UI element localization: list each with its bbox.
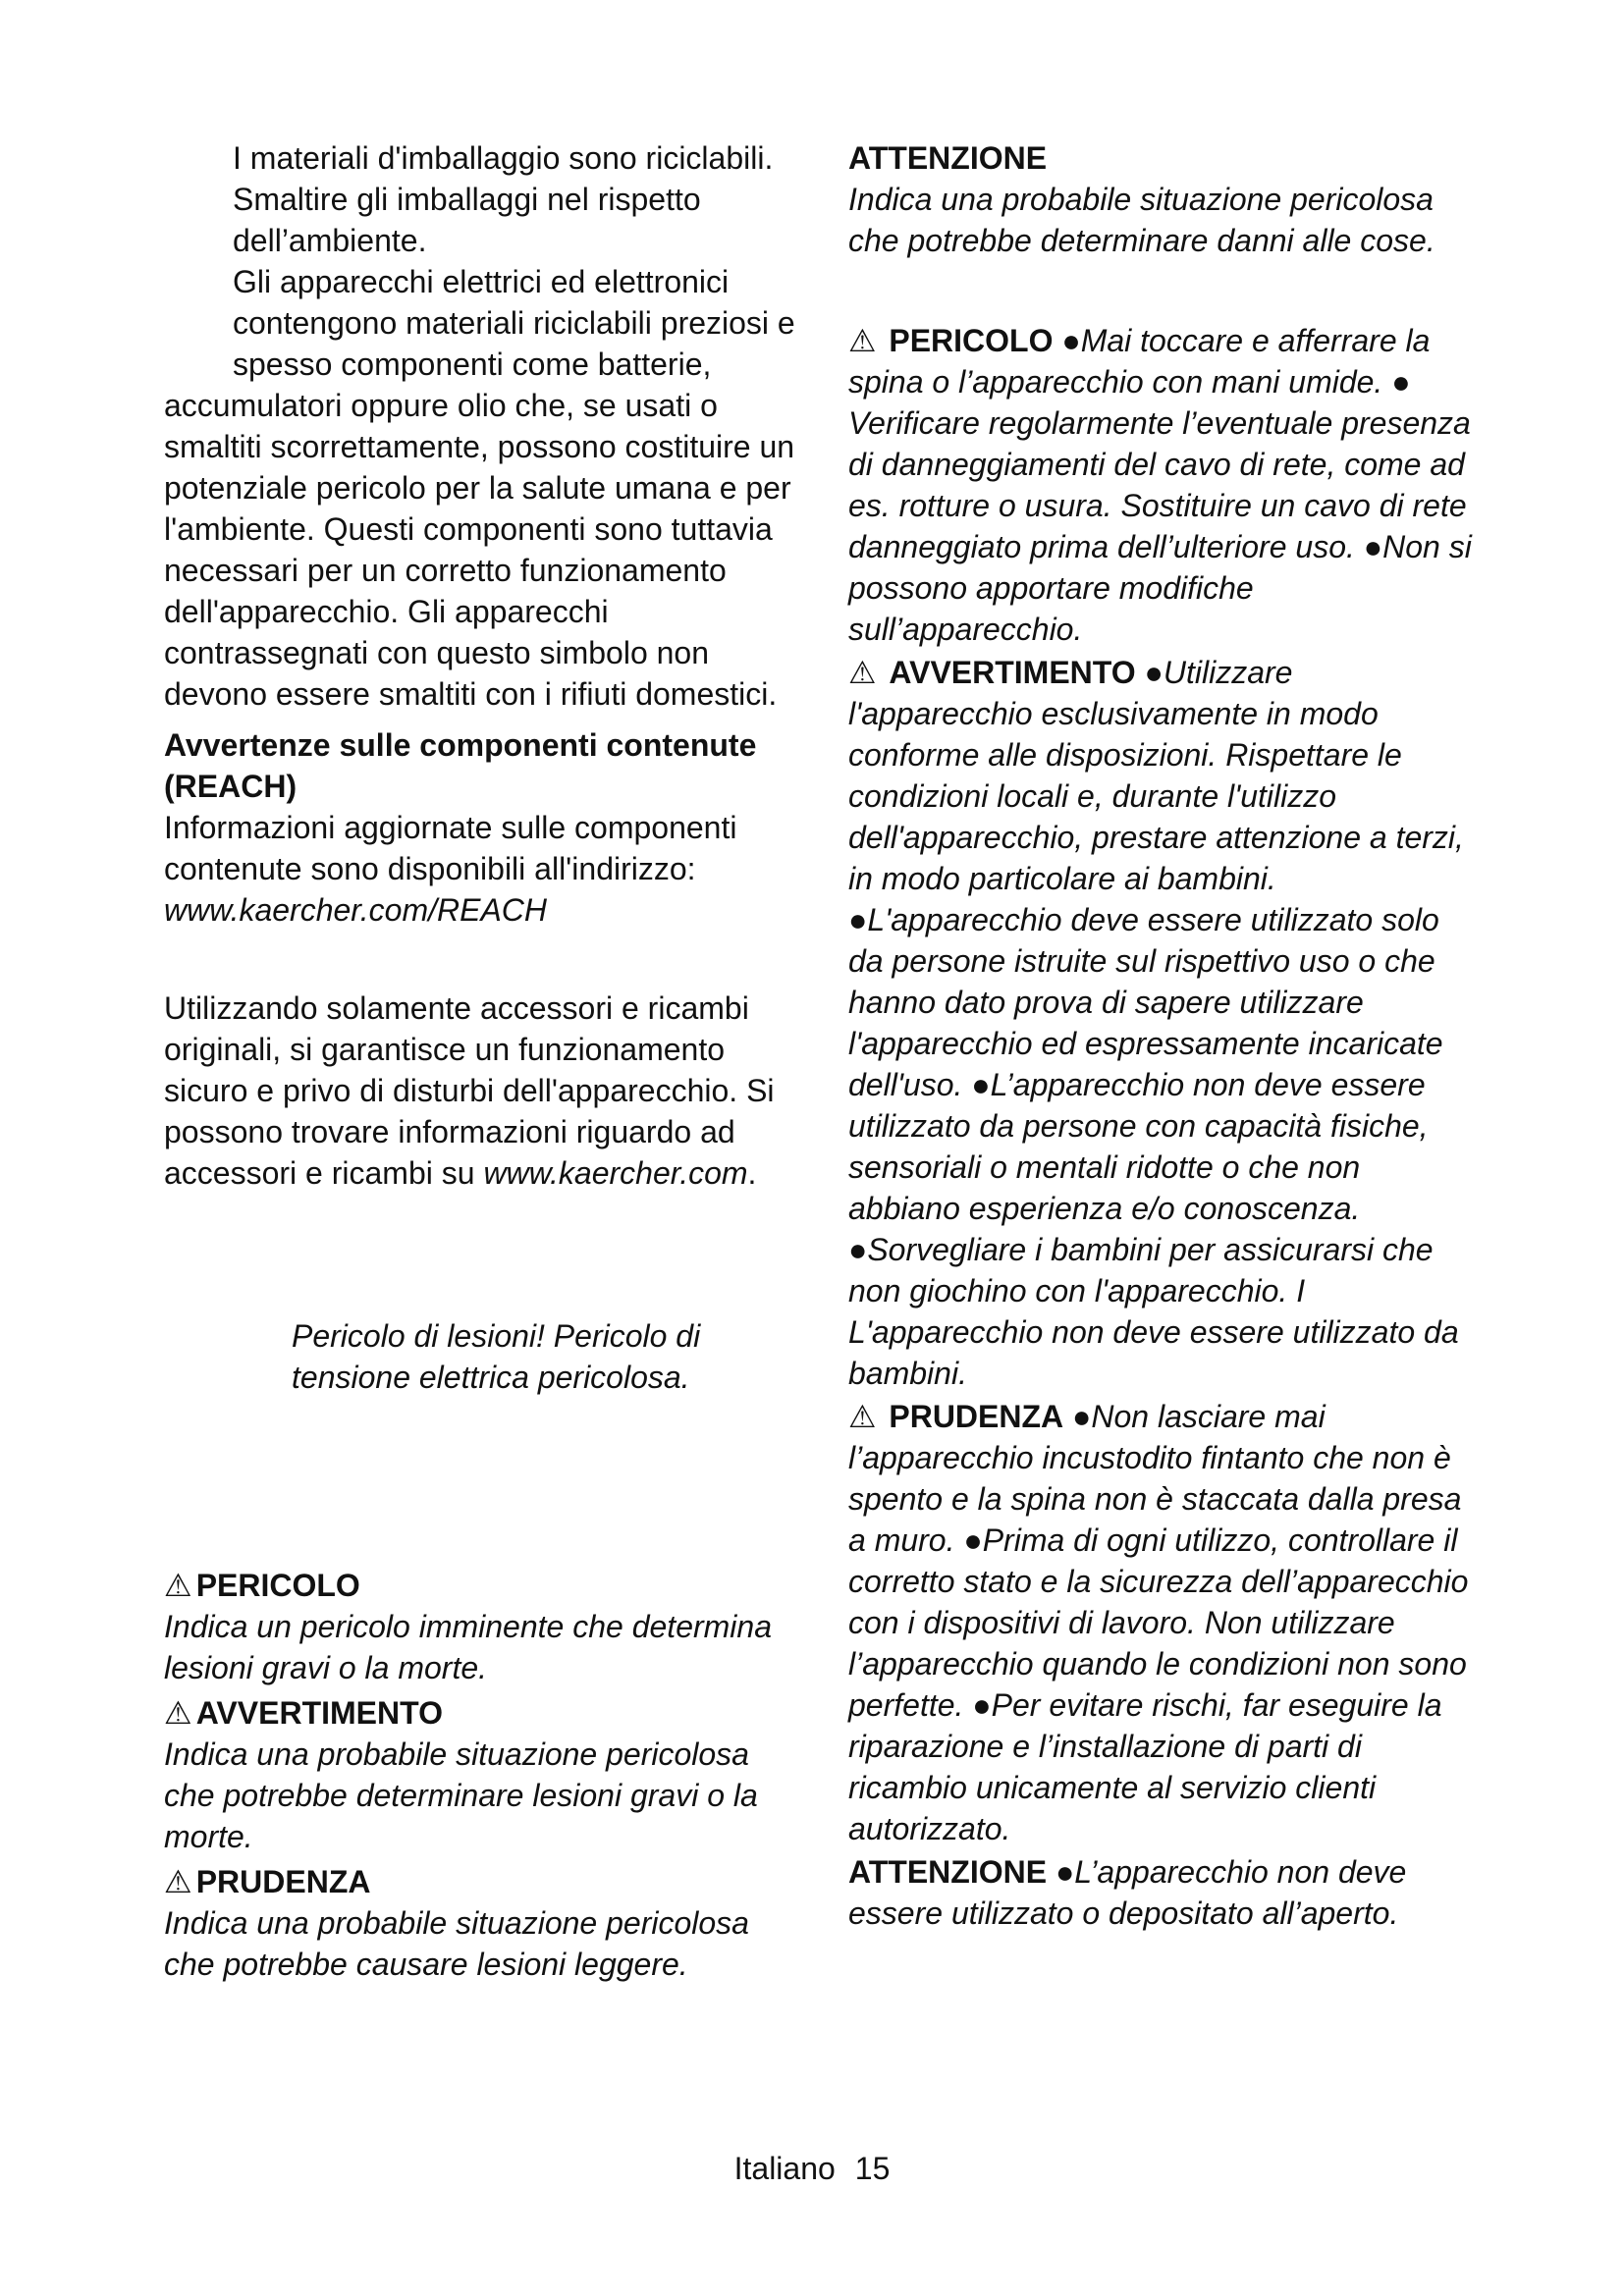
- pericolo-title: PERICOLO: [195, 1568, 360, 1603]
- safety-pericolo: ⚠ PERICOLO ●Mai toccare e afferrare la spina o l’apparecchio con mani umide. ● Verificare regolarmente l’eventuale presenza di danneggiamenti del cavo di rete, come ad es. rotture o usura. Sostituire un cavo di rete danneggiato prima dell’ulteriore uso. ●Non si possono apportare modifiche sull’apparecchio.: [848, 320, 1477, 650]
- reach-body: Informazioni aggiornate sulle componenti contenute sono disponibili all'indirizzo:: [164, 810, 737, 886]
- pericolo-body: Indica un pericolo imminente che determina lesioni gravi o la morte.: [164, 1609, 772, 1685]
- safety-attenzione-text: L’apparecchio non deve essere utilizzato o depositato all’aperto.: [848, 1854, 1407, 1931]
- safety-pericolo-label: PERICOLO: [889, 323, 1054, 358]
- prudenza-heading: [164, 1861, 802, 1902]
- safety-avvertimento-label: AVVERTIMENTO: [889, 655, 1136, 690]
- safety-attenzione-label: ATTENZIONE: [848, 1854, 1048, 1890]
- prudenza-body: Indica una probabile situazione pericolosa che potrebbe causare lesioni leggere.: [164, 1905, 749, 1982]
- attenzione-body: Indica una probabile situazione pericolosa che potrebbe determinare danni alle cose.: [848, 182, 1435, 258]
- page-footer: [0, 2148, 1624, 2189]
- right-column: [848, 137, 1477, 1934]
- devices-text-1: Gli apparecchi elettrici ed elettronici contengono materiali riciclabili preziosi e spesso componenti come batterie,: [233, 264, 795, 382]
- reach-title: Avvertenze sulle componenti contenute (REACH): [164, 727, 757, 804]
- spacer: [164, 931, 802, 988]
- avvertimento-heading: [164, 1692, 802, 1734]
- spacer: [164, 1398, 802, 1565]
- warning-triangle-icon: ⚠: [848, 655, 877, 690]
- safety-avvertimento-text: Utilizzare l'apparecchio esclusivamente in modo conforme alle disposizioni. Rispettare le condizioni locali e, durante l'utilizzo dell'apparecchio, prestare attenzione a terzi, in modo particolare ai bambini. ●L'apparecchio deve essere utilizzato solo da persone istruite sul rispettivo uso o che hanno dato prova di sapere utilizzare l'apparecchio ed espressamente incaricate dell'uso. ●L’apparecchio non deve essere utilizzato da persone con capacità fisiche, sensoriali o mentali ridotte o che non abbiano esperienza e/o conoscenza. ●Sorvegliare i bambini per assicurarsi che non giochino con l'apparecchio. I L'apparecchio non deve essere utilizzato da bambini.: [848, 655, 1464, 1391]
- warning-triangle-icon: ⚠: [164, 1864, 192, 1899]
- accessories-text: [164, 988, 802, 1194]
- safety-prudenza: ⚠ PRUDENZA ●Non lasciare mai l’apparecchio incustodito fintanto che non è spento e la spina non è staccata dalla presa a muro. ●Prima di ogni utilizzo, controllare il corretto stato e la sicurezza dell’apparecchio con i dispositivi di lavoro. Non utilizzare l’apparecchio quando le condizioni non sono perfette. ●Per evitare rischi, far eseguire la riparazione e l’installazione di parti di ricambio unicamente al servizio clienti autorizzato.: [848, 1396, 1477, 1849]
- warning-triangle-icon: ⚠: [164, 1695, 192, 1731]
- spacer: [848, 261, 1477, 320]
- left-column: [164, 137, 802, 1985]
- warning-triangle-icon: ⚠: [164, 1568, 192, 1603]
- warning-triangle-icon: ⚠: [848, 1399, 877, 1434]
- avvertimento-title: AVVERTIMENTO: [195, 1695, 443, 1731]
- devices-text-2: accumulatori oppure olio che, se usati o smaltiti scorrettamente, possono costituire un potenziale pericolo per la salute umana e per l'ambiente. Questi componenti sono tuttavia necessari per un corretto funzionamento dell'apparecchio. Gli apparecchi contrassegnati con questo simbolo non devono essere smaltiti con i rifiuti domestici.: [164, 388, 795, 712]
- accessories-url[interactable]: www.kaercher.com: [483, 1155, 748, 1191]
- warning-triangle-icon: ⚠: [848, 323, 877, 358]
- packaging-text: I materiali d'imballaggio sono riciclabili. Smaltire gli imballaggi nel rispetto dell’ambiente.: [233, 140, 774, 258]
- accessories-body: Utilizzando solamente accessori e ricambi originali, si garantisce un funzionamento sicuro e privo di disturbi dell'apparecchio. Si possono trovare informazioni riguardo ad accessori e ricambi su: [164, 990, 775, 1191]
- symbol-description: Pericolo di lesioni! Pericolo di tensione elettrica pericolosa.: [292, 1318, 701, 1395]
- page-number: 15: [854, 2151, 891, 2186]
- safety-attenzione: ATTENZIONE ●L’apparecchio non deve essere utilizzato o depositato all’aperto.: [848, 1854, 1407, 1931]
- attenzione-title: ATTENZIONE: [848, 140, 1048, 176]
- safety-avvertimento: ⚠ AVVERTIMENTO ●Utilizzare l'apparecchio esclusivamente in modo conforme alle disposizioni. Rispettare le condizioni locali e, durante l'utilizzo dell'apparecchio, prestare attenzione a terzi, in modo particolare ai bambini. ●L'apparecchio deve essere utilizzato solo da persone istruite sul rispettivo uso o che hanno dato prova di sapere utilizzare l'apparecchio ed espressamente incaricate dell'uso. ●L’apparecchio non deve essere utilizzato da persone con capacità fisiche, sensoriali o mentali ridotte o che non abbiano esperienza e/o conoscenza. ●Sorvegliare i bambini per assicurarsi che non giochino con l'apparecchio. I L'apparecchio non deve essere utilizzato da bambini.: [848, 652, 1477, 1394]
- pericolo-heading: [164, 1565, 802, 1606]
- safety-prudenza-text: Non lasciare mai l’apparecchio incustodito fintanto che non è spento e la spina non è staccata dalla presa a muro. ●Prima di ogni utilizzo, controllare il corretto stato e la sicurezza dell’apparecchio con i dispositivi di lavoro. Non utilizzare l’apparecchio quando le condizioni non sono perfette. ●Per evitare rischi, far eseguire la riparazione e l’installazione di parti di ricambio unicamente al servizio clienti autorizzato.: [848, 1399, 1469, 1846]
- avvertimento-body: Indica una probabile situazione pericolosa che potrebbe determinare lesioni gravi o la morte.: [164, 1736, 758, 1854]
- prudenza-title: PRUDENZA: [195, 1864, 371, 1899]
- safety-pericolo-text: Mai toccare e afferrare la spina o l’apparecchio con mani umide. ● Verificare regolarmente l’eventuale presenza di danneggiamenti del cavo di rete, come ad es. rotture o usura. Sostituire un cavo di rete danneggiato prima dell’ulteriore uso. ●Non si possono apportare modifiche sull’apparecchio.: [848, 323, 1472, 647]
- safety-prudenza-label: PRUDENZA: [889, 1399, 1064, 1434]
- reach-url[interactable]: www.kaercher.com/REACH: [164, 892, 548, 928]
- accessories-end: .: [747, 1155, 757, 1191]
- footer-language: Italiano: [733, 2151, 836, 2186]
